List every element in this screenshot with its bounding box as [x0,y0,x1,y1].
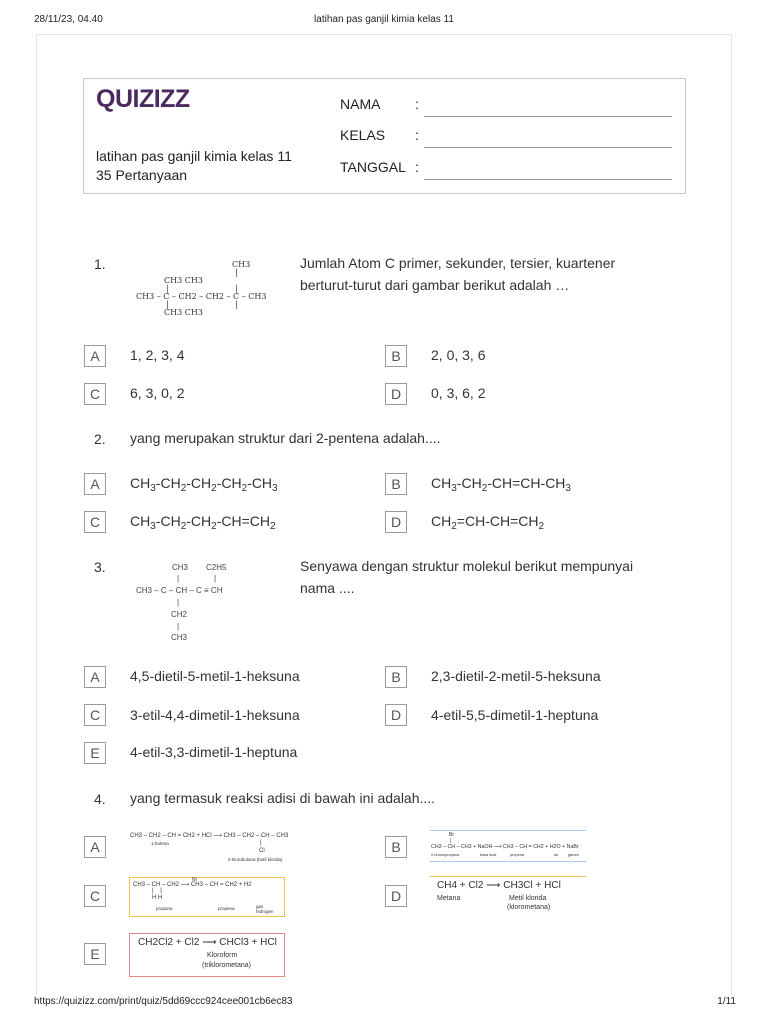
question-text: yang termasuk reaksi adisi di bawah ini adalah.... [130,790,436,806]
option-b-text: $CH_3-CH_2-CH=CH-CH_3$ [431,475,571,494]
equation-label: propena [510,853,524,857]
print-title: latihan pas ganjil kimia kelas 11 [314,14,454,25]
option-d-image [430,876,586,918]
equation-label: garam [568,853,579,857]
struct-bond: | [177,574,180,583]
equation-label: gas hidrogen [256,904,274,914]
struct-bond: | [166,300,169,309]
option-c-text: $CH_3-CH_2-CH_2-CH=CH_2$ [130,513,276,532]
question-text-line: Jumlah Atom C primer, sekunder, tersier, kuartener [300,255,616,271]
equation-label: 2-bromopropana [431,853,460,857]
option-c-image [129,877,285,917]
option-d-box[interactable]: D [385,885,407,907]
field-line [424,179,672,180]
question-number: 3. [94,559,106,575]
option-b-box[interactable]: B [385,345,407,367]
equation-bond: | | [152,888,162,894]
print-datetime: 28/11/23, 04.40 [34,14,103,25]
field-label: TANGGAL [340,159,406,175]
struct-bond: | [235,300,238,309]
option-a-box[interactable]: C [84,885,106,907]
equation: CH4 + Cl2 ⟶ CH3Cl + HCl [437,880,561,891]
option-a-text: 4,5-dietil-5-metil-1-heksuna [130,668,300,684]
equation-label: 2-klorobutana (butil klorida) [228,857,283,862]
option-c-text: 3-etil-4,4-dimetil-1-heksuna [130,707,300,723]
question-number: 4. [94,791,106,807]
option-a-box[interactable]: A [84,473,106,495]
question-number: 2. [94,431,106,447]
struct-text: CH3 [232,260,251,269]
struct-text: CH3 CH3 [164,308,203,317]
option-a-box[interactable]: A [84,345,106,367]
q3-structure [134,561,284,645]
equation-label: (klorometana) [507,904,551,911]
option-b-image [430,830,586,862]
option-d-text: $CH_2=CH-CH=CH_2$ [431,513,545,532]
option-d-text: 4-etil-5,5-dimetil-1-heptuna [431,707,599,723]
field-line [424,116,672,117]
equation-label: H H [152,895,163,901]
equation-label: Kloroform [207,952,238,959]
equation: CH2Cl2 + Cl2 ⟶ CHCl3 + HCl [138,937,277,948]
quiz-title: latihan pas ganjil kimia kelas 11 [96,148,292,164]
equation-label: (triklorometana) [202,962,252,969]
struct-text: CH3 [171,633,188,642]
field-line [424,147,672,148]
quiz-header [83,78,686,194]
equation-label: Metana [437,895,461,902]
struct-bond: | [214,574,217,583]
struct-bond: | [235,284,238,293]
question-text-line: nama .... [300,580,355,596]
struct-text: C2H5 [206,563,227,572]
struct-text: CH2 [171,610,188,619]
field-label: NAMA [340,96,381,112]
option-b-text: 2, 0, 3, 6 [431,347,486,363]
option-c-box[interactable]: C [84,704,106,726]
question-number: 1. [94,256,106,272]
catalyst-label: Ni [192,877,197,883]
struct-text: CH3 – C – CH2 – CH2 – C – CH3 [136,292,267,301]
field-label: KELAS [340,127,386,143]
equation: CH3 – CH – CH3 + NaOH ⟶ CH3 – CH = CH2 + H2O + NaBr [431,844,579,850]
option-a-box[interactable]: A [84,666,106,688]
equation-label: Cl [259,848,265,854]
equation-label: 1-butena [151,841,169,846]
struct-text: CH3 CH3 [164,276,203,285]
struct-bond: | [177,598,180,607]
equation-label: Metil klorida [509,895,547,902]
equation: CH3 – CH – CH2 ⟶ CH3 – CH = CH2 + H2 [133,882,252,888]
question-text-line: Senyawa dengan struktur molekul berikut mempunyai [300,558,634,574]
struct-bond: | [166,284,169,293]
question-text [300,252,615,296]
quizizz-logo: QUIZIZZ [96,85,190,113]
option-d-box[interactable]: D [385,383,407,405]
equation-label: air [554,853,559,857]
option-a-image [129,830,287,866]
option-a-text: $CH_3-CH_2-CH_2-CH_2-CH_3$ [130,475,278,494]
option-c-text: 6, 3, 0, 2 [130,385,185,401]
option-d-text: 0, 3, 6, 2 [431,385,486,401]
struct-bond: | [177,622,180,631]
option-d-box[interactable]: D [385,511,407,533]
equation-label: propena [218,906,235,911]
struct-text: CH3 [172,563,189,572]
option-e-image [129,933,285,977]
option-e-box[interactable]: E [84,943,106,965]
field-colon: : [415,127,419,143]
q1-structure [136,258,286,318]
field-colon: : [415,96,419,112]
option-b-box[interactable]: B [385,836,407,858]
equation-label: propana [156,906,173,911]
option-b-text: 2,3-dietil-2-metil-5-heksuna [431,668,601,684]
struct-bond: | [235,268,238,277]
page-number: 1/11 [717,996,736,1007]
print-url[interactable]: https://quizizz.com/print/quiz/5dd69ccc924cee001cb6ec83 [34,996,293,1007]
question-text [300,555,633,599]
option-b-box[interactable]: B [385,473,407,495]
option-c-box[interactable]: C [84,383,106,405]
equation-label: basa kuat [480,853,497,857]
question-text: yang merupakan struktur dari 2-pentena adalah.... [130,430,441,446]
equation: CH3 – CH2 – CH = CH2 + HCl ⟶ CH3 – CH2 – CH – CH3 [130,833,289,839]
option-e-text: 4-etil-3,3-dimetil-1-heptuna [130,744,298,760]
struct-text: CH3 – C – CH – C ≡ CH [136,586,223,595]
equation-bond: | [260,840,262,846]
equation-bond: | [450,838,452,844]
field-colon: : [415,159,419,175]
option-b-box[interactable]: B [385,666,407,688]
question-count: 35 Pertanyaan [96,167,188,183]
option-d-box[interactable]: D [385,704,407,726]
question-text-line: berturut-turut dari gambar berikut adalah … [300,277,570,293]
option-a-text: 1, 2, 3, 4 [130,347,185,363]
option-a-box[interactable]: A [84,836,106,858]
option-c-box[interactable]: C [84,511,106,533]
option-e-box[interactable]: E [84,742,106,764]
equation-label: Br [449,832,454,838]
